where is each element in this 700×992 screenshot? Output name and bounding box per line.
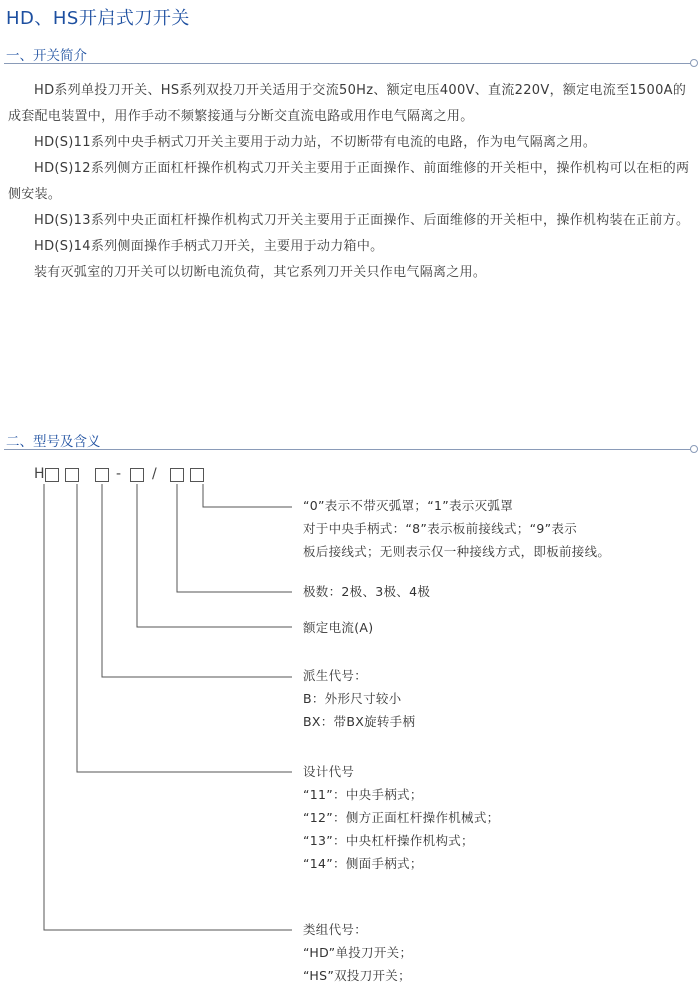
section-heading-intro: 一、开关简介 bbox=[6, 48, 87, 64]
leader-line-group bbox=[44, 484, 292, 930]
section-heading-model: 二、型号及含义 bbox=[6, 434, 101, 450]
desc-rated-current bbox=[303, 616, 373, 639]
desc-line: 对于中央手柄式：“8”表示板前接线式；“9”表示 bbox=[303, 521, 578, 536]
intro-paragraph: HD(S)11系列中央手柄式刀开关主要用于动力站，不切断带有电流的电路，作为电气隔离之用。 bbox=[34, 135, 597, 150]
leader-line-design bbox=[77, 484, 292, 772]
desc-group-code bbox=[303, 918, 412, 987]
intro-paragraph: HD(S)12系列侧方正面杠杆操作机构式刀开关主要用于正面操作、前面维修的开关柜中，操作机构可以在柜的两侧安装。 bbox=[8, 161, 690, 202]
desc-line: “HS”双投刀开关； bbox=[303, 968, 411, 983]
desc-line: “13”：中央杠杆操作机构式； bbox=[303, 833, 474, 848]
desc-line: 额定电流(A) bbox=[303, 620, 374, 635]
desc-arc-chute bbox=[303, 494, 610, 563]
desc-line: B：外形尺寸较小 bbox=[303, 691, 402, 706]
intro-paragraph: 装有灭弧室的刀开关可以切断电流负荷，其它系列刀开关只作电气隔离之用。 bbox=[34, 265, 487, 280]
intro-paragraph: HD(S)14系列侧面操作手柄式刀开关，主要用于动力箱中。 bbox=[34, 239, 384, 254]
code-prefix: H bbox=[34, 466, 45, 482]
leader-line-current bbox=[137, 484, 292, 627]
desc-line: “14”：侧面手柄式； bbox=[303, 856, 423, 871]
desc-poles bbox=[303, 580, 430, 603]
desc-line: 派生代号： bbox=[303, 668, 368, 683]
desc-line: 类组代号： bbox=[303, 922, 368, 937]
desc-line: “HD”单投刀开关； bbox=[303, 945, 413, 960]
page-title: HD、HS开启式刀开关 bbox=[6, 8, 190, 29]
desc-line: 极数：2极、3极、4极 bbox=[303, 584, 431, 599]
desc-line: “0”表示不带灭弧罩；“1”表示灭弧罩 bbox=[303, 498, 514, 513]
code-slash: / bbox=[152, 466, 157, 482]
desc-design-code bbox=[303, 760, 499, 875]
desc-line: BX：带BX旋转手柄 bbox=[303, 714, 416, 729]
leader-line-derived bbox=[102, 484, 292, 677]
desc-line: 设计代号 bbox=[303, 764, 355, 779]
desc-derived-code bbox=[303, 664, 415, 733]
code-dash: - bbox=[116, 466, 122, 482]
desc-line: “12”：侧方正面杠杆操作机械式； bbox=[303, 810, 500, 825]
intro-paragraph: HD(S)13系列中央正面杠杆操作机构式刀开关主要用于正面操作、后面维修的开关柜中，操作机构装在正前方。 bbox=[34, 213, 690, 228]
leader-line-poles bbox=[177, 484, 292, 592]
desc-line: 板后接线式；无则表示仅一种接线方式，即板前接线。 bbox=[303, 544, 611, 559]
leader-line-arc bbox=[203, 484, 292, 507]
desc-line: “11”：中央手柄式； bbox=[303, 787, 423, 802]
intro-paragraph: HD系列单投刀开关、HS系列双投刀开关适用于交流50Hz、额定电压400V、直流220V，额定电流至1500A的成套配电装置中，用作手动不频繁接通与分断交直流电路或用作电气隔离之用。 bbox=[8, 83, 687, 124]
